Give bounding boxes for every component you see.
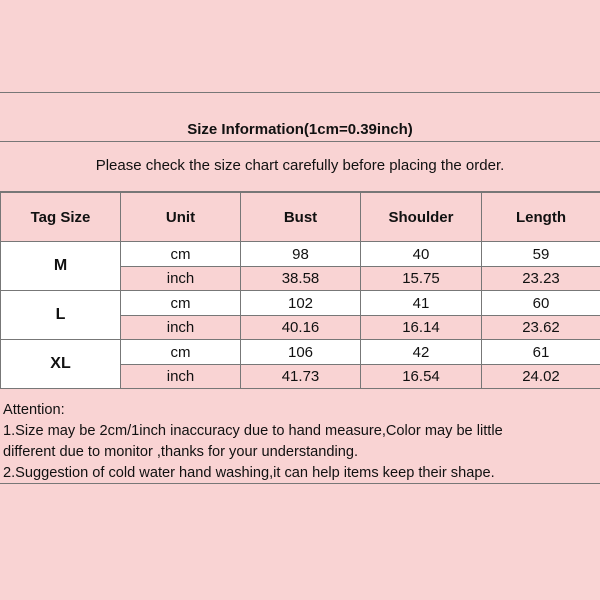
- header-tag-size: Tag Size: [1, 193, 121, 242]
- length-cell: 24.02: [482, 365, 600, 389]
- bust-cell: 106: [241, 340, 361, 365]
- length-cell: 23.23: [482, 267, 600, 291]
- length-cell: 59: [482, 242, 600, 267]
- shoulder-cell: 16.54: [361, 365, 482, 389]
- length-cell: 61: [482, 340, 600, 365]
- bust-cell: 38.58: [241, 267, 361, 291]
- bust-cell: 98: [241, 242, 361, 267]
- bust-cell: 102: [241, 291, 361, 316]
- size-table: [0, 192, 600, 389]
- page-title: Size Information(1cm=0.39inch): [187, 121, 413, 138]
- table-row: [1, 242, 600, 267]
- unit-cell: cm: [121, 242, 241, 267]
- attention-heading: Attention:: [3, 402, 65, 418]
- table-row: [1, 291, 600, 316]
- shoulder-cell: 42: [361, 340, 482, 365]
- header-shoulder: Shoulder: [361, 193, 482, 242]
- tag-size-cell: XL: [1, 340, 121, 389]
- tag-size-cell: L: [1, 291, 121, 340]
- bust-cell: 41.73: [241, 365, 361, 389]
- header-bust: Bust: [241, 193, 361, 242]
- tag-size-cell: M: [1, 242, 121, 291]
- length-cell: 23.62: [482, 316, 600, 340]
- attention-line: different due to monitor ,thanks for your understanding.: [3, 444, 359, 460]
- attention-line: 2.Suggestion of cold water hand washing,it can help items keep their shape.: [3, 465, 495, 481]
- shoulder-cell: 15.75: [361, 267, 482, 291]
- header-length: Length: [482, 193, 600, 242]
- unit-cell: inch: [121, 365, 241, 389]
- shoulder-cell: 16.14: [361, 316, 482, 340]
- subtitle-row: [0, 142, 600, 192]
- bust-cell: 40.16: [241, 316, 361, 340]
- table-row: [1, 340, 600, 365]
- page-subtitle: Please check the size chart carefully before placing the order.: [95, 157, 505, 174]
- unit-cell: inch: [121, 316, 241, 340]
- shoulder-cell: 41: [361, 291, 482, 316]
- unit-cell: cm: [121, 340, 241, 365]
- unit-cell: cm: [121, 291, 241, 316]
- shoulder-cell: 40: [361, 242, 482, 267]
- title-row: [0, 92, 600, 142]
- attention-notes: [3, 400, 597, 484]
- unit-cell: inch: [121, 267, 241, 291]
- length-cell: 60: [482, 291, 600, 316]
- table-header-row: [1, 193, 600, 242]
- header-unit: Unit: [121, 193, 241, 242]
- attention-line: 1.Size may be 2cm/1inch inaccuracy due to hand measure,Color may be little: [3, 423, 503, 439]
